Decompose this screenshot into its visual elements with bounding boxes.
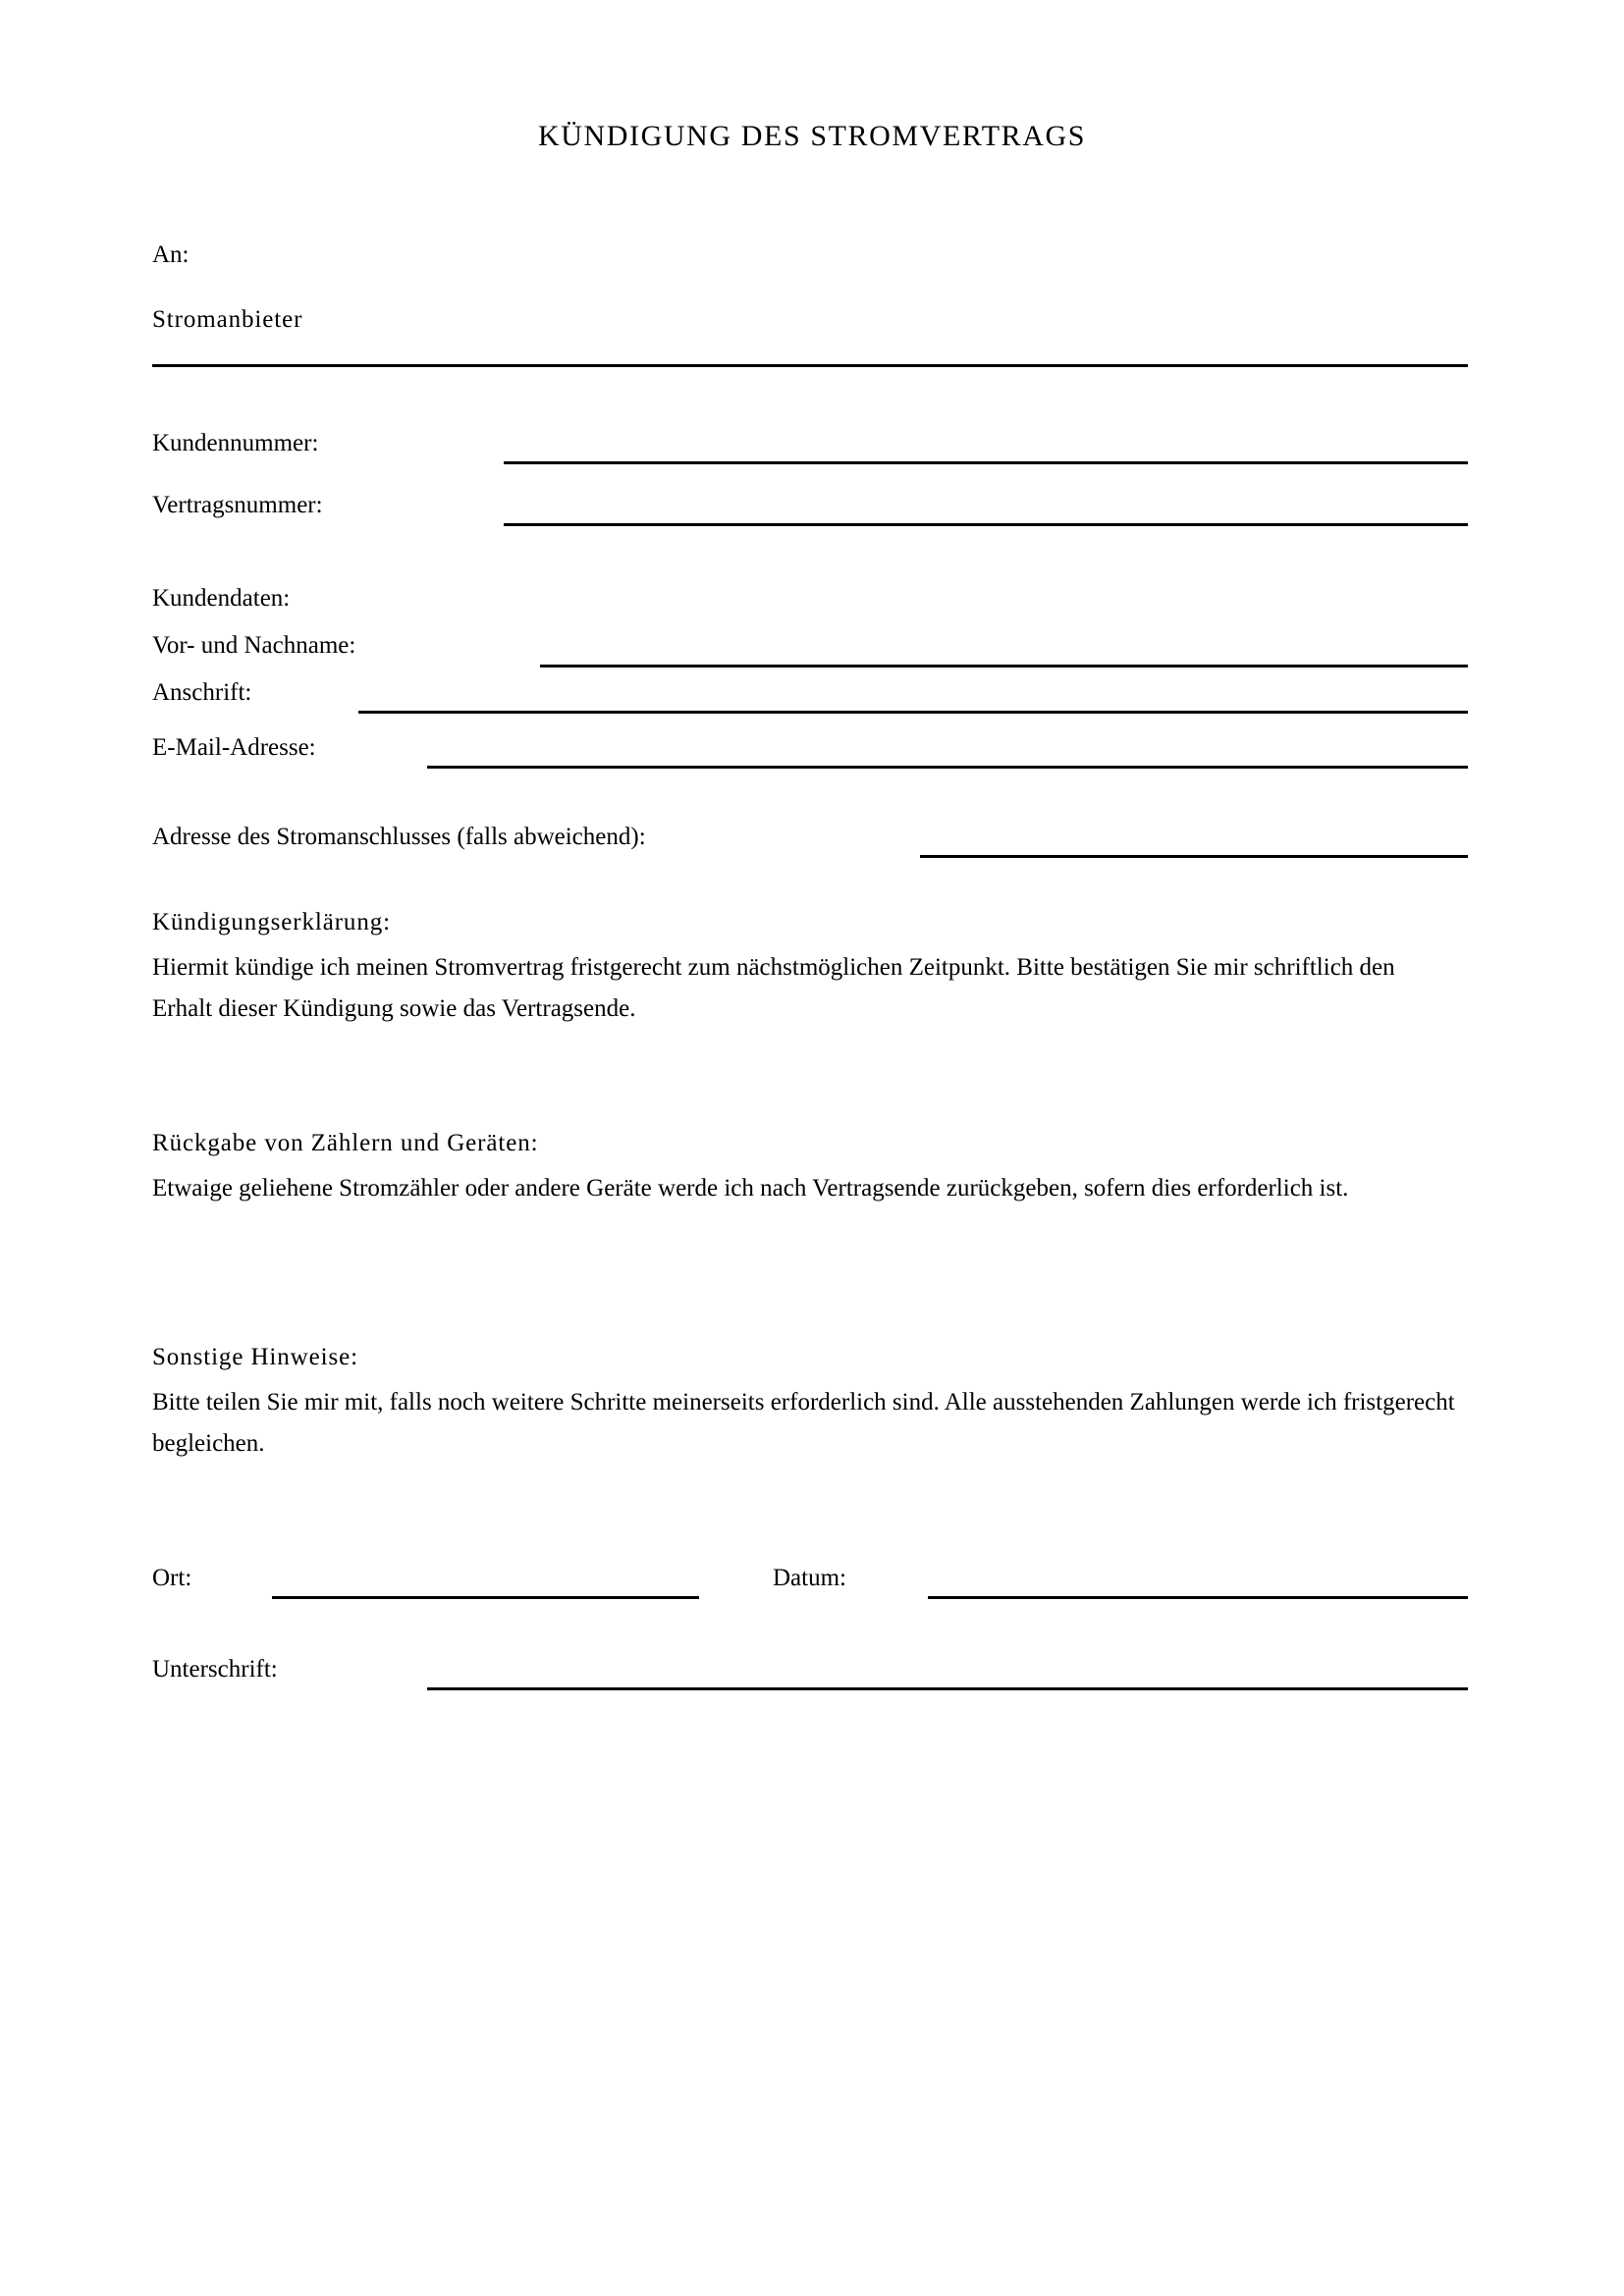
connection-address-label: Adresse des Stromanschlusses (falls abweichend): (152, 824, 646, 850)
contract-number-input-line[interactable] (504, 523, 1468, 526)
address-label: Anschrift: (152, 679, 252, 706)
customer-data-heading: Kundendaten: (152, 585, 291, 612)
section-heading-returns: Rückgabe von Zählern und Geräten: (152, 1130, 539, 1156)
section-heading-termination: Kündigungserklärung: (152, 909, 391, 935)
page-title: KÜNDIGUNG DES STROMVERTRAGS (537, 120, 1087, 152)
signature-input-line[interactable] (427, 1687, 1468, 1690)
recipient-label: An: (152, 241, 189, 268)
customer-number-label: Kundennummer: (152, 430, 319, 456)
section-body-termination: Hiermit kündige ich meinen Stromvertrag fristgerecht zum nächstmöglichen Zeitpunkt. Bitte bestätigen Sie mir schriftlich den Erhalt dieser Kündigung sowie das Vertragsende. (152, 954, 1395, 1022)
recipient-value: Stromanbieter (152, 306, 303, 333)
contract-number-label: Vertragsnummer: (152, 492, 323, 518)
email-input-line[interactable] (427, 766, 1468, 769)
date-input-line[interactable] (928, 1596, 1468, 1599)
address-input-line[interactable] (358, 711, 1468, 714)
section-heading-notes: Sonstige Hinweise: (152, 1344, 358, 1370)
place-label: Ort: (152, 1565, 192, 1591)
section-body-returns: Etwaige geliehene Stromzähler oder andere Geräte werde ich nach Vertragsende zurückgeben, sofern dies erforderlich ist. (152, 1175, 1349, 1201)
date-label: Datum: (773, 1565, 846, 1591)
full-name-input-line[interactable] (540, 665, 1468, 667)
place-input-line[interactable] (272, 1596, 699, 1599)
connection-address-input-line[interactable] (920, 855, 1468, 858)
signature-label: Unterschrift: (152, 1656, 278, 1682)
customer-number-input-line[interactable] (504, 461, 1468, 464)
email-label: E-Mail-Adresse: (152, 734, 316, 761)
recipient-fill-line[interactable] (152, 364, 1468, 367)
section-body-notes: Bitte teilen Sie mir mit, falls noch weitere Schritte meinerseits erforderlich sind. Alle ausstehenden Zahlungen werde ich fristgerecht begleichen. (152, 1389, 1455, 1457)
full-name-label: Vor- und Nachname: (152, 632, 356, 659)
